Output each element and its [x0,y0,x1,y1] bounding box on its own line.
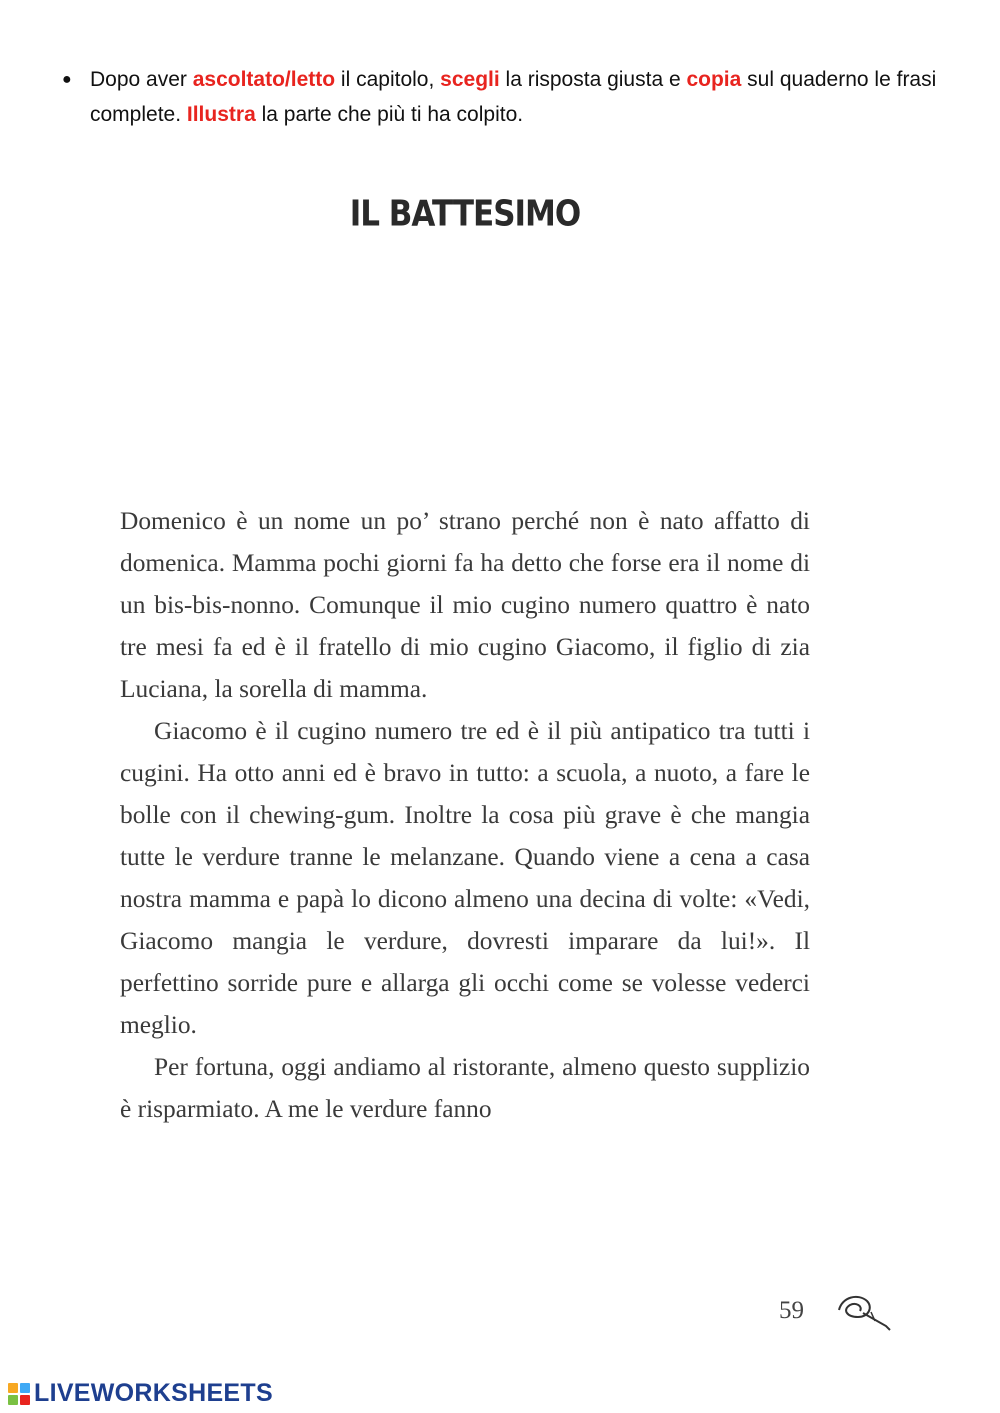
story-paragraph: Per fortuna, oggi andiamo al ristorante, almeno questo supplizio è risparmiato. A me le verdure fanno [120,1053,810,1123]
chapter-title: IL BATTESIMO [349,193,581,235]
instructions-highlight: scegli [440,68,500,91]
instructions-text [90,62,942,132]
story-text [120,500,810,1130]
brand-name: LIVEWORKSHEETS [34,1379,273,1407]
page-number: 59 [779,1297,804,1324]
bird-ornament-icon [834,1288,892,1332]
liveworksheets-logo-icon [8,1383,30,1405]
story-paragraph: Domenico è un nome un po’ strano perché non è nato affatto di domenica. Mamma pochi giorni fa ha detto che forse era il nome di un bis-bis-nonno. Comunque il mio cugino numero quattro è nato tre mesi fa ed è il fratello di mio cugino Giacomo, il figlio di zia Luciana, la sorella di mamma. [120,507,810,703]
instructions-highlight: copia [686,68,742,91]
instructions-part: Dopo aver [90,68,193,91]
instructions-part: sul quaderno le frasi complete. [90,68,937,126]
story-paragraph: Giacomo è il cugino numero tre ed è il più antipatico tra tutti i cugini. Ha otto anni ed è bravo in tutto: a scuola, a nuoto, a fare le bolle con il chewing-gum. Inoltre la cosa più grave è che mangia tutte le verdure tranne le melanzane. Quando viene a cena a casa nostra mamma e papà lo dicono almeno una decina di volte: «Vedi, Giacomo mangia le verdure, dovresti imparare da lui!». Il perfettino sorride pure e allarga gli occhi come se volesse vederci meglio. [120,717,810,1039]
instructions-part: la risposta giusta e [499,68,687,91]
instructions-highlight: Illustra [186,103,256,126]
instructions-highlight: ascoltato/letto [192,68,336,91]
liveworksheets-brand [8,1379,273,1408]
instructions-part: la parte che più ti ha colpito. [255,103,524,126]
instructions-part: il capitolo, [335,68,441,91]
instructions [62,62,942,132]
bullet-icon: ● [62,71,72,88]
